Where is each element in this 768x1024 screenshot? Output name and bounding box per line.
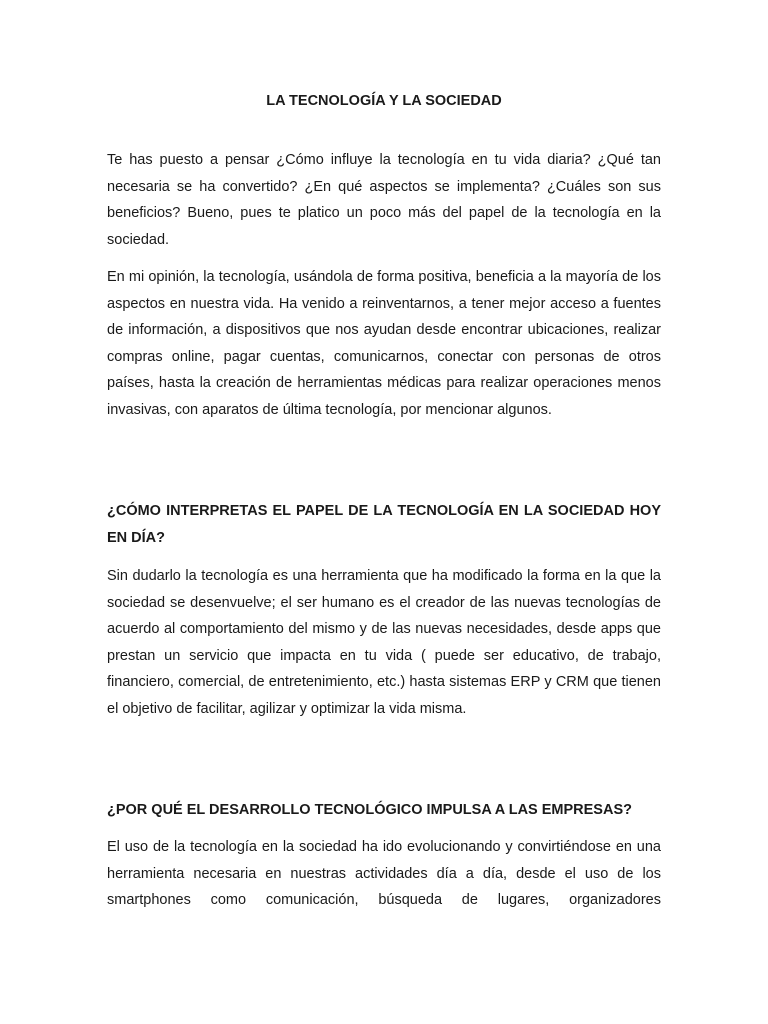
section-body-business: El uso de la tecnología en la sociedad ha ido evolucionando y convirtiéndose en una herramienta necesaria en nuestras actividades día a día, desde el uso de los smartphones como comunicación, búsqueda de lugares, organizadores <box>107 839 661 909</box>
section-heading-business: ¿POR QUÉ EL DESARROLLO TECNOLÓGICO IMPULSA A LAS EMPRESAS? <box>107 802 632 818</box>
intro-paragraph: Te has puesto a pensar ¿Cómo influye la tecnología en tu vida diaria? ¿Qué tan necesaria se ha convertido? ¿En qué aspectos se implementa? ¿Cuáles son sus beneficios? Bueno, pues te platico un poco más del papel de la tecnología en la sociedad. <box>107 152 661 248</box>
opinion-paragraph: En mi opinión, la tecnología, usándola de forma positiva, beneficia a la mayoría de los aspectos en nuestra vida. Ha venido a reinventarnos, a tener mejor acceso a fuentes de información, a dispositivos que nos ayudan desde encontrar ubicaciones, realizar compras online, pagar cuentas, comunicarnos, conectar con personas de otros países, hasta la creación de herramientas médicas para realizar operaciones menos invasivas, con aparatos de última tecnología, por mencionar algunos. <box>107 269 661 418</box>
document-title: LA TECNOLOGÍA Y LA SOCIEDAD <box>266 93 502 109</box>
section-heading-interpretation: ¿CÓMO INTERPRETAS EL PAPEL DE LA TECNOLOGÍA EN LA SOCIEDAD HOY EN DÍA? <box>107 503 661 546</box>
section-body-interpretation: Sin dudarlo la tecnología es una herramienta que ha modificado la forma en la que la sociedad se desenvuelve; el ser humano es el creador de las nuevas tecnologías de acuerdo al comportamiento del mismo y de las nuevas necesidades, desde apps que prestan un servicio que impacta en tu vida ( puede ser educativo, de trabajo, financiero, comercial, de entretenimiento, etc.) hasta sistemas ERP y CRM que tienen el objetivo de facilitar, agilizar y optimizar la vida misma. <box>107 568 661 717</box>
